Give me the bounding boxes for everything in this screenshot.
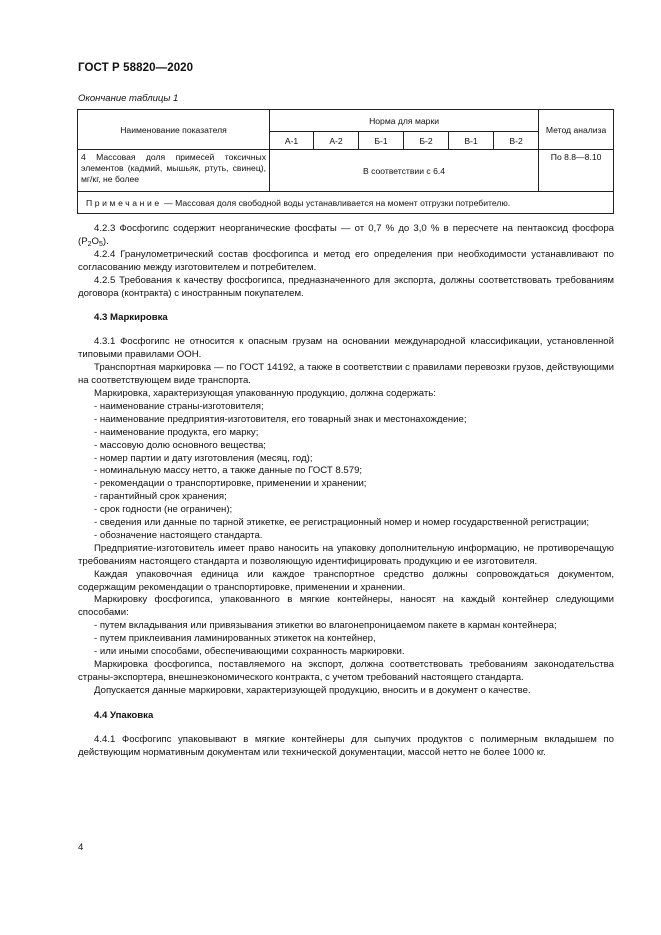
grade-header: А-1 xyxy=(270,132,314,150)
col-header-norm: Норма для марки xyxy=(270,110,539,132)
table-caption: Окончание таблицы 1 xyxy=(78,93,179,104)
row4-indicator-name: 4 Массовая доля примесей токсичных элементов (кадмий, мышьяк, ртуть, свинец), мг/кг, не более xyxy=(78,150,270,192)
note-label: Примечание xyxy=(86,197,162,208)
row4-norm-value: В соответствии с 6.4 xyxy=(270,150,539,192)
paragraph-each-unit: Каждая упаковочная единица или каждое транспортное средство должны сопровождаться документом, содержащим рекомендации о транспортировке, применении и хранении. xyxy=(78,568,614,593)
list-item: - или иными способами, обеспечивающими сохранность маркировки. xyxy=(94,646,405,658)
list-item: - наименование предприятия-изготовителя, его товарный знак и местонахождение; xyxy=(94,413,467,425)
section-heading-4-3: 4.3 Маркировка xyxy=(94,312,168,324)
note-text: — Массовая доля свободной воды устанавливается на момент отгрузки потребителю. xyxy=(161,197,511,208)
list-item: - номинальную массу нетто, а также данные по ГОСТ 8.579; xyxy=(94,465,363,477)
page-number: 4 xyxy=(78,842,84,853)
grade-header: В-1 xyxy=(449,132,494,150)
paragraph-soft-containers: Маркировку фосфогипса, упакованного в мягкие контейнеры, наносят на каждый контейнер следующими способами: xyxy=(78,594,614,619)
document-body xyxy=(78,223,614,759)
list-item: - рекомендации о транспортировке, применении и хранении; xyxy=(94,478,367,490)
grade-header: Б-1 xyxy=(359,132,404,150)
paragraph-4-3-1: 4.3.1 Фосфогипс не относится к опасным грузам на основании международной классификации, установленной типовыми правилами ООН. xyxy=(78,336,614,361)
paragraph-marking-intro: Маркировка, характеризующая упакованную продукцию, должна содержать: xyxy=(94,387,436,399)
paragraph-quality-doc: Допускается данные маркировки, характеризующей продукцию, вносить и в документ о качестве. xyxy=(94,684,531,696)
col-header-method: Метод анализа xyxy=(539,110,614,150)
row4-method: По 8.8—8.10 xyxy=(539,150,614,192)
grade-header: Б-2 xyxy=(404,132,449,150)
list-item: - номер партии и дату изготовления (месяц, год); xyxy=(94,452,313,464)
list-item: - наименование страны-изготовителя; xyxy=(94,400,264,412)
list-item: - наименование продукта, его марку; xyxy=(94,426,259,438)
paragraph-transport-marking: Транспортная маркировка — по ГОСТ 14192, а также в соответствии с правилами перевозки грузов, действующими на соответствующем виде транспорта. xyxy=(78,362,614,387)
paragraph-4-2-3: 4.2.3 Фосфогипс содержит неорганические фосфаты — от 0,7 % до 3,0 % в пересчете на пентаоксид фосфора $(P_2O_5)$. xyxy=(78,223,614,248)
section-heading-4-4: 4.4 Упаковка xyxy=(94,709,154,721)
list-item: - массовую долю основного вещества; xyxy=(94,439,266,451)
paragraph-export: Маркировка фосфогипса, поставляемого на экспорт, должна соответствовать требованиям законодательства страны-экспортера, внешнеэкономического контракта, с учетом требований настоящего стандарта. xyxy=(78,659,614,683)
list-item: - путем приклеивания ламинированных этикеток на контейнер, xyxy=(94,633,376,645)
document-id-header: ГОСТ Р 58820—2020 xyxy=(78,62,194,74)
grade-header: В-2 xyxy=(494,132,539,150)
paragraph-4-2-4: 4.2.4 Гранулометрический состав фосфогипса и метод его определения при необходимости устанавливают по согласованию между изготовителем и потребителем. xyxy=(78,248,614,273)
col-header-indicator: Наименование показателя xyxy=(78,110,270,150)
list-item: - гарантийный срок хранения; xyxy=(94,491,227,503)
paragraph-4-2-5: 4.2.5 Требования к качеству фосфогипса, предназначенного для экспорта, должны соответствовать требованиям договора (контракта) с иностранным покупателем. xyxy=(78,274,614,299)
norms-table xyxy=(77,109,614,214)
paragraph-4-4-1: 4.4.1 Фосфогипс упаковывают в мягкие контейнеры для сыпучих продуктов с полимерным вкладышем по действующим нормативным документам или технической документации, массой нетто не более 1000 кг. xyxy=(78,733,614,758)
grade-header: А-2 xyxy=(314,132,359,150)
table-note xyxy=(78,192,614,214)
list-item: - срок годности (не ограничен); xyxy=(94,504,233,516)
list-item: - обозначение настоящего стандарта. xyxy=(94,529,263,541)
paragraph-extra-info: Предприятие-изготовитель имеет право наносить на упаковку дополнительную информацию, не противоречащую требованиям настоящего стандарта и позволяющую идентифицировать продукцию и ее изготовителя. xyxy=(78,542,614,567)
list-item: - сведения или данные по тарной этикетке, ее регистрационный номер и номер государственной регистрации; xyxy=(94,517,590,529)
list-item: - путем вкладывания или привязывания этикетки во влагонепроницаемом пакете в карман контейнера; xyxy=(94,620,557,632)
